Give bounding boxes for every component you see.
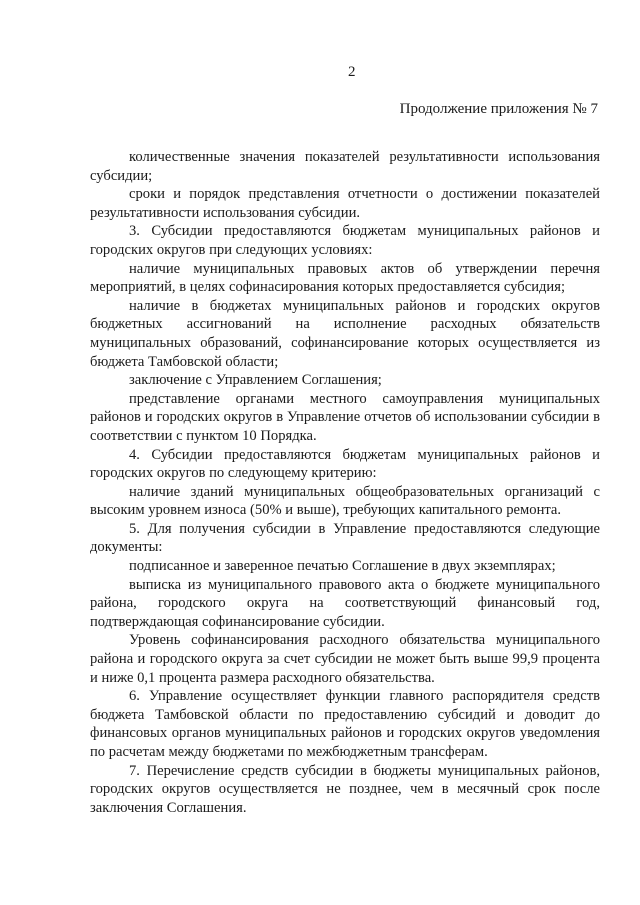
paragraph-cofinancing-level: Уровень софинансирования расходного обязательства муниципального района и городского округа за счет субсидии не может быть выше 99,9 процента и ниже 0,1 процента размера расходного обязательства.	[90, 632, 600, 686]
appendix-continuation-label: Продолжение приложения № 7	[399, 101, 598, 117]
paragraph-reports: представление органами местного самоуправления муниципальных районов и городских округов в Управление отчетов об использовании субсидии в соответствии с пунктом 10 Порядка.	[90, 390, 600, 444]
document-body	[90, 148, 600, 817]
paragraph-item-4: 4. Субсидии предоставляются бюджетам муниципальных районов и городских округов по следующему критерию:	[90, 446, 600, 482]
paragraph-reporting-terms: сроки и порядок представления отчетности о достижении показателей результативности использования субсидии.	[90, 186, 600, 221]
paragraph-item-5: 5. Для получения субсидии в Управление предоставляются следующие документы:	[90, 520, 600, 556]
paragraph-item-3: 3. Субсидии предоставляются бюджетам муниципальных районов и городских округов при следующих условиях:	[90, 223, 600, 258]
paragraph-signed-agreement: подписанное и заверенное печатью Соглашение в двух экземплярах;	[129, 558, 556, 575]
paragraph-legal-acts: наличие муниципальных правовых актов об утверждении перечня мероприятий, в целях софинасирования которых предоставляется субсидия;	[90, 260, 600, 296]
paragraph-item-7: 7. Перечисление средств субсидии в бюджеты муниципальных районов, городских округов осуществляется не позднее, чем в месячный срок после заключения Соглашения.	[90, 762, 600, 816]
paragraph-item-6: 6. Управление осуществляет функции главного распорядителя средств бюджета Тамбовской области по предоставлению субсидий и доводит до финансовых органов муниципальных районов и городских округов уведомления по расчетам между бюджетами по межбюджетным трансферам.	[90, 688, 600, 760]
paragraph-buildings-criterion: наличие зданий муниципальных общеобразовательных организаций с высоким уровнем износа (50% и выше), требующих капитального ремонта.	[90, 483, 600, 519]
page-number: 2	[348, 64, 356, 80]
paragraph-budget-allocations: наличие в бюджетах муниципальных районов и городских округов бюджетных ассигнований на исполнение расходных обязательств муниципальных образований, софинансирование которых осуществляется из бюджета Тамбовской области;	[90, 297, 600, 370]
paragraph-indicator-values: количественные значения показателей результативности использования субсидии;	[90, 149, 600, 184]
paragraph-agreement: заключение с Управлением Соглашения;	[129, 372, 382, 389]
paragraph-budget-extract: выписка из муниципального правового акта о бюджете муниципального района, городского округа на соответствующий финансовый год, подтверждающая софинансирование субсидии.	[90, 576, 600, 630]
